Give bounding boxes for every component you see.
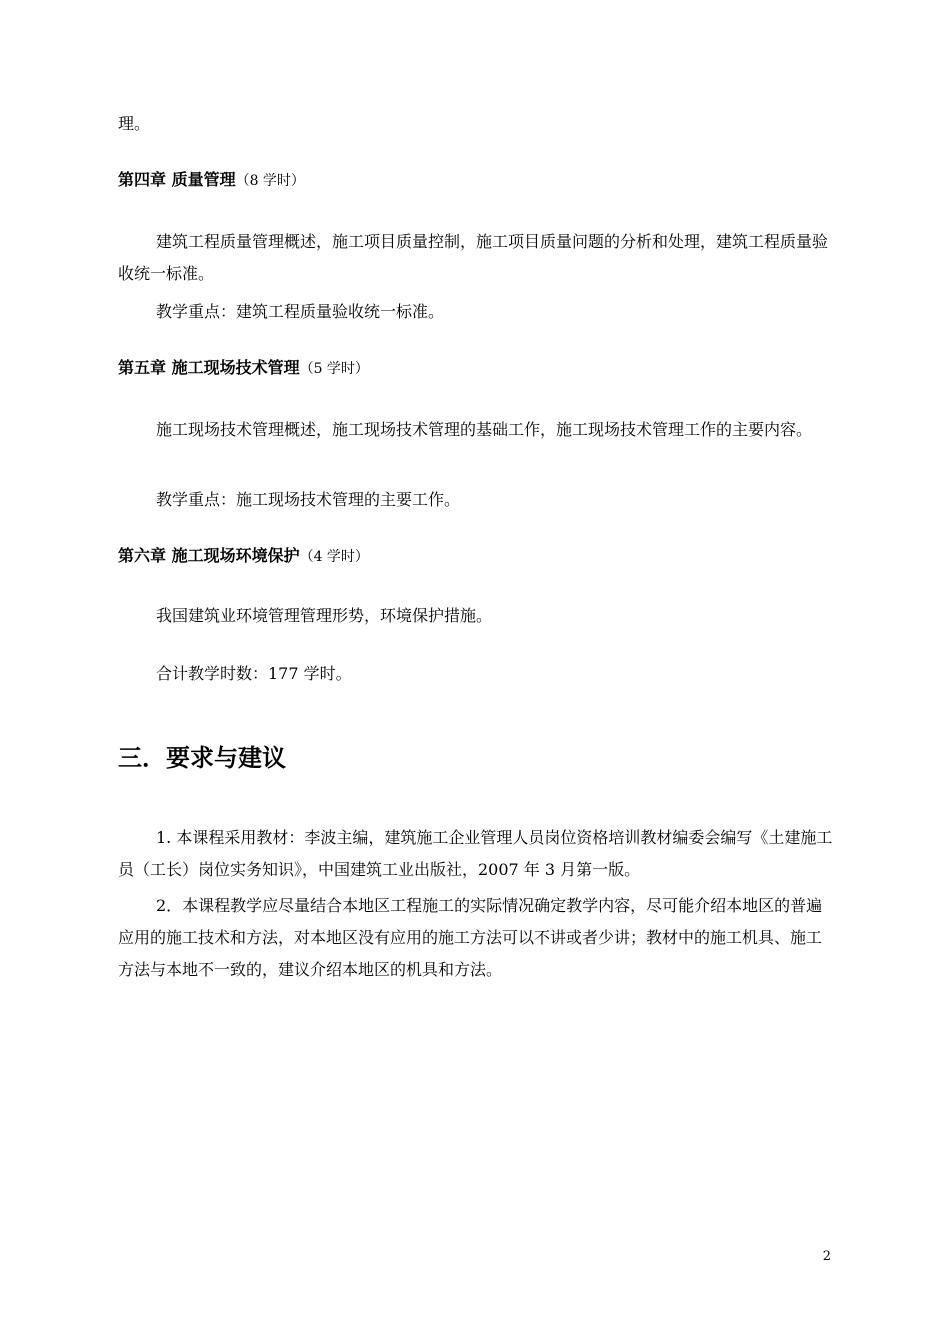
chapter-5-content: 施工现场技术管理概述，施工现场技术管理的基础工作，施工现场技术管理工作的主要内容。 bbox=[156, 420, 813, 439]
chapter-4-content: 建筑工程质量管理概述，施工项目质量控制，施工项目质量问题的分析和处理，建筑工程质量验收统一标准。 bbox=[118, 232, 829, 283]
section-3-item-2: 2．本课程教学应尽量结合本地区工程施工的实际情况确定教学内容，尽可能介绍本地区的普遍应用的施工技术和方法，对本地区没有应用的施工方法可以不讲或者少讲；教材中的施工机具、施工方法与本地不一致的，建议介绍本地区的机具和方法。 bbox=[118, 896, 823, 979]
chapter-6-content: 我国建筑业环境管理管理形势，环境保护措施。 bbox=[156, 606, 493, 625]
section-3-item-1: 1. 本课程采用教材：李波主编，建筑施工企业管理人员岗位资格培训教材编委会编写《土建施工员（工长）岗位实务知识》，中国建筑工业出版社，2007 年 3 月第一版。 bbox=[118, 828, 833, 879]
chapter-6-heading bbox=[118, 540, 834, 573]
chapter-5-focus: 教学重点：施工现场技术管理的主要工作。 bbox=[156, 490, 461, 509]
chapter-5-heading bbox=[118, 352, 834, 385]
chapter-4-heading bbox=[118, 164, 834, 197]
section-3-heading: 三．要求与建议 bbox=[118, 744, 286, 772]
chapter-4-hours: （8 学时） bbox=[235, 173, 305, 189]
chapter-4-title: 第四章 质量管理 bbox=[118, 170, 236, 189]
continuation-text: 理。 bbox=[118, 114, 151, 133]
chapter-6-title: 第六章 施工现场环境保护 bbox=[118, 546, 300, 565]
chapter-5-title: 第五章 施工现场技术管理 bbox=[118, 358, 300, 377]
total-hours: 合计教学时数：177 学时。 bbox=[156, 664, 352, 683]
chapter-4-focus: 教学重点：建筑工程质量验收统一标准。 bbox=[156, 302, 445, 321]
chapter-5-hours: （5 学时） bbox=[299, 361, 369, 377]
chapter-6-hours: （4 学时） bbox=[299, 549, 369, 565]
page-number: 2 bbox=[822, 1249, 831, 1264]
